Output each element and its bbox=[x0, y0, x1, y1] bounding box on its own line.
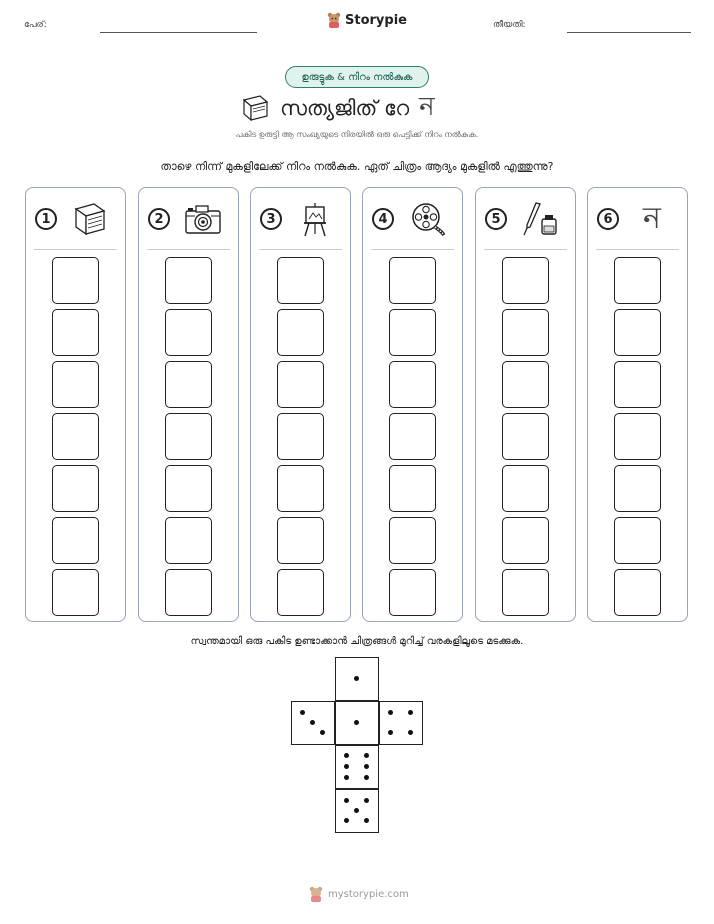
color-box[interactable] bbox=[502, 413, 549, 460]
die-pip bbox=[354, 676, 359, 681]
title-row bbox=[240, 92, 480, 124]
color-box[interactable] bbox=[277, 465, 324, 512]
column-header bbox=[26, 188, 125, 248]
die-pip bbox=[310, 720, 315, 725]
color-box[interactable] bbox=[502, 569, 549, 616]
die-face-lower bbox=[335, 745, 379, 789]
easel-icon bbox=[295, 201, 335, 237]
die-pip bbox=[354, 808, 359, 813]
book-icon bbox=[70, 201, 110, 237]
color-box[interactable] bbox=[389, 413, 436, 460]
color-box[interactable] bbox=[502, 257, 549, 304]
die-pip bbox=[344, 818, 349, 823]
color-box[interactable] bbox=[389, 257, 436, 304]
color-box[interactable] bbox=[52, 517, 99, 564]
color-box[interactable] bbox=[165, 517, 212, 564]
die-pip bbox=[344, 775, 349, 780]
color-box[interactable] bbox=[52, 309, 99, 356]
color-box[interactable] bbox=[389, 517, 436, 564]
color-box[interactable] bbox=[52, 465, 99, 512]
die-pip bbox=[320, 730, 325, 735]
column-3 bbox=[250, 187, 351, 622]
color-box[interactable] bbox=[614, 257, 661, 304]
column-5 bbox=[475, 187, 576, 622]
date-line[interactable] bbox=[567, 32, 691, 33]
column-6 bbox=[587, 187, 688, 622]
book-icon bbox=[240, 94, 270, 122]
name-line[interactable] bbox=[100, 32, 257, 33]
bear-icon bbox=[327, 12, 341, 28]
color-box[interactable] bbox=[277, 413, 324, 460]
color-box[interactable] bbox=[502, 309, 549, 356]
color-box[interactable] bbox=[614, 361, 661, 408]
column-number: 3 bbox=[260, 208, 282, 230]
color-box[interactable] bbox=[52, 257, 99, 304]
die-pip bbox=[408, 730, 413, 735]
die-pip bbox=[354, 720, 359, 725]
color-box[interactable] bbox=[614, 465, 661, 512]
color-box[interactable] bbox=[389, 361, 436, 408]
color-box[interactable] bbox=[277, 361, 324, 408]
color-box[interactable] bbox=[277, 517, 324, 564]
color-box[interactable] bbox=[165, 465, 212, 512]
color-box[interactable] bbox=[502, 361, 549, 408]
column-number: 4 bbox=[372, 208, 394, 230]
color-box[interactable] bbox=[277, 569, 324, 616]
die-face-left bbox=[291, 701, 335, 745]
die-face-center bbox=[335, 701, 379, 745]
bengali-letter-icon: ন bbox=[419, 92, 435, 122]
color-box[interactable] bbox=[165, 413, 212, 460]
color-box[interactable] bbox=[165, 361, 212, 408]
die-pip bbox=[388, 710, 393, 715]
die-pip bbox=[408, 710, 413, 715]
column-header bbox=[251, 188, 350, 248]
die-pip bbox=[364, 798, 369, 803]
die-pip bbox=[388, 730, 393, 735]
column-number: 6 bbox=[597, 208, 619, 230]
die-pip bbox=[344, 764, 349, 769]
die-pip bbox=[364, 753, 369, 758]
activity-badge: ഉരുട്ടുക & നിറം നൽകുക bbox=[285, 66, 429, 88]
color-box[interactable] bbox=[389, 465, 436, 512]
color-box[interactable] bbox=[52, 569, 99, 616]
brand-name: Storypie bbox=[345, 12, 407, 28]
die-pip bbox=[300, 710, 305, 715]
color-box[interactable] bbox=[502, 517, 549, 564]
color-box[interactable] bbox=[277, 309, 324, 356]
name-label: പേര്: bbox=[24, 20, 47, 30]
column-number: 5 bbox=[485, 208, 507, 230]
die-pip bbox=[344, 753, 349, 758]
column-header bbox=[476, 188, 575, 248]
color-box[interactable] bbox=[614, 309, 661, 356]
color-box[interactable] bbox=[502, 465, 549, 512]
bear-icon bbox=[309, 886, 323, 902]
color-box[interactable] bbox=[52, 413, 99, 460]
color-box[interactable] bbox=[52, 361, 99, 408]
footer-url[interactable]: mystorypie.com bbox=[328, 888, 409, 900]
camera-icon bbox=[183, 201, 223, 237]
die-pip bbox=[364, 775, 369, 780]
die-pip bbox=[344, 798, 349, 803]
column-1 bbox=[25, 187, 126, 622]
color-box[interactable] bbox=[389, 309, 436, 356]
instruction: താഴെ നിന്ന് മുകളിലേക്ക് നിറം നൽകുക. ഏത് ചിത്രം ആദ്യം മുകളിൽ എത്തുന്നു? bbox=[160, 160, 554, 173]
column-number: 1 bbox=[35, 208, 57, 230]
subtitle: പകിട ഉരുട്ടി ആ സംഖ്യയുടെ നിരയിൽ ഒരു പെട്ടിക്ക് നിറം നൽകുക. bbox=[235, 130, 479, 139]
pen-and-ink-icon bbox=[520, 201, 560, 237]
die-face-right bbox=[379, 701, 423, 745]
color-box[interactable] bbox=[389, 569, 436, 616]
column-header bbox=[139, 188, 238, 248]
color-box[interactable] bbox=[614, 413, 661, 460]
column-header bbox=[363, 188, 462, 248]
color-box[interactable] bbox=[165, 569, 212, 616]
page-title: സത്യജിത് റേ bbox=[280, 95, 410, 120]
color-box[interactable] bbox=[614, 517, 661, 564]
bengali-letter-icon: ন bbox=[643, 201, 661, 236]
column-2 bbox=[138, 187, 239, 622]
column-4 bbox=[362, 187, 463, 622]
die-face-top bbox=[335, 657, 379, 701]
column-number: 2 bbox=[148, 208, 170, 230]
die-face-bottom bbox=[335, 789, 379, 833]
die-pip bbox=[364, 764, 369, 769]
color-box[interactable] bbox=[165, 309, 212, 356]
color-box[interactable] bbox=[614, 569, 661, 616]
die-net-instruction: സ്വന്തമായി ഒരു പകിട ഉണ്ടാക്കാൻ ചിത്രങ്ങൾ മുറിച്ച് വരകളിലൂടെ മടക്കുക. bbox=[190, 636, 524, 647]
date-label: തീയതി: bbox=[493, 20, 526, 30]
film-reel-icon bbox=[407, 201, 447, 237]
footer bbox=[309, 886, 409, 902]
brand-logo bbox=[327, 12, 407, 28]
color-box[interactable] bbox=[277, 257, 324, 304]
column-header bbox=[588, 188, 687, 248]
die-pip bbox=[364, 818, 369, 823]
color-box[interactable] bbox=[165, 257, 212, 304]
